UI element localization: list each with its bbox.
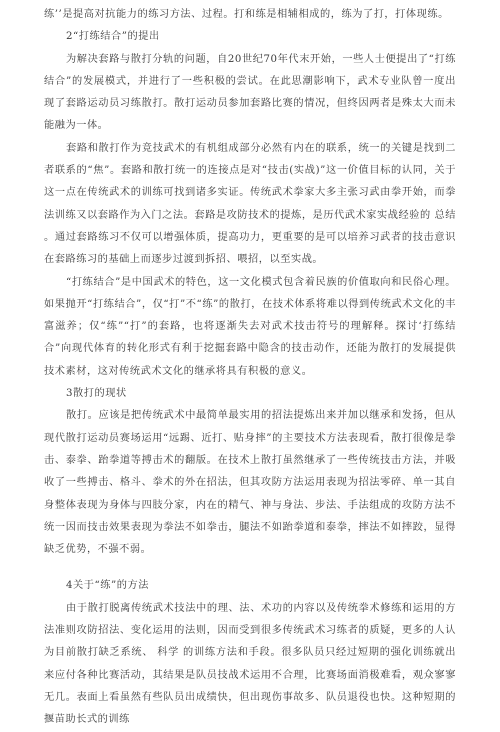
paragraph-intro: 练’’是提高对抗能力的练习方法、过程。打和练是相辅相成的，练为了打，打体现练。: [44, 9, 449, 20]
paragraph-2-3: “打练结合”是中国武术的特色，这一文化模式包含着民族的价值取向和民俗心理。如果抛开“打练结合”，仅“打”不“练”的散打，在技术体系将难以得到传统武术文化的丰富滋养；仅“练”“打”的套路，也将逐渐失去对武术技击符号的理解释。探讨‘打练结合”向现代体育的转化形式有利于挖掘套路中隐含的技击动作，还能为散打的发展提供技术素材，这对传统武术文化的继承将具有积极的意义。: [44, 276, 456, 377]
paragraph-2-2: 套路和散打作为竞技武术的有机组成部分必然有内在的联系，统一的关键是找到二者联系的“焦”。套路和散打统一的连接点是对“技击(实战)”这一价值目标的认同，关于这一点在传统武术的训练可找到诸多实证。传统武术拳家大多主张习武由拳开始，而拳法训练又以套路作为入门之法。套路是攻防技术的提炼，是历代武术家实战经验的 总结 。通过套路练习不仅可以增强体质，提高功力，更重要的是可以培养习武者的技击意识在套路练习的基础上而逐步过渡到拆招、喂招，以至实战。: [44, 142, 456, 266]
section-heading-4: 4关于“练”的方法: [66, 580, 149, 592]
section-gap: [44, 561, 456, 575]
paragraph-2-1: 为解决套路与散打分轨的问题，自20世纪70年代末开始，一些人士便提出了“打练结合”的发展模式，并进行了一些积极的尝试。在此思潮影响下，武术专业队曾一度出现了套路运动员习练散打。散打运动员参加套路比赛的情况，但终因两者是殊太大而未能融为一体。: [44, 53, 456, 132]
section-heading-3: 3散打的现状: [66, 388, 127, 400]
paragraph-4-1: 由于散打脱离传统武术技法中的理、法、术功的内容以及传统拳术修练和运用的方法准则攻防招法、变化运用的法则，因而受到很多传统武术习练者的质疑，更多的人认为目前散打缺乏系统、 科学 的训练方法和手段。很多队员只经过短期的强化训练就出来应付各种比赛活动，其结果是队员技战术运用不合理，比赛场面消极难看，观众寥寥无几。表面上看虽然有些队员出成绩快，但出现伤事故多、队员退役也快。这种短期的揠苗助长式的训练: [44, 602, 456, 726]
section-heading-2: 2“打练结合”的提出: [66, 31, 160, 43]
paragraph-3-1: 散打。应该是把传统武术中最简单最实用的招法提炼出来并加以继承和发扬，但从现代散打运动员赛场运用“远踢、近打、贴身摔”的主要技术方法表现看，散打很像是拳击、泰拳、跆拳道等搏击术的翻版。在技术上散打虽然继承了一些传统技击方法，并吸收了一些搏击、格斗、拳术的外在招法，但其攻防方法运用表现为招法零碎、单一其自身整体表现为身体与四肢分家，内在的精气、神与身法、步法、手法组成的攻防方法不统一因而技击效果表现为拳法不如拳击，腿法不如跆拳道和泰拳，摔法不如摔跤，显得缺乏优势，不强不弱。: [44, 410, 456, 556]
